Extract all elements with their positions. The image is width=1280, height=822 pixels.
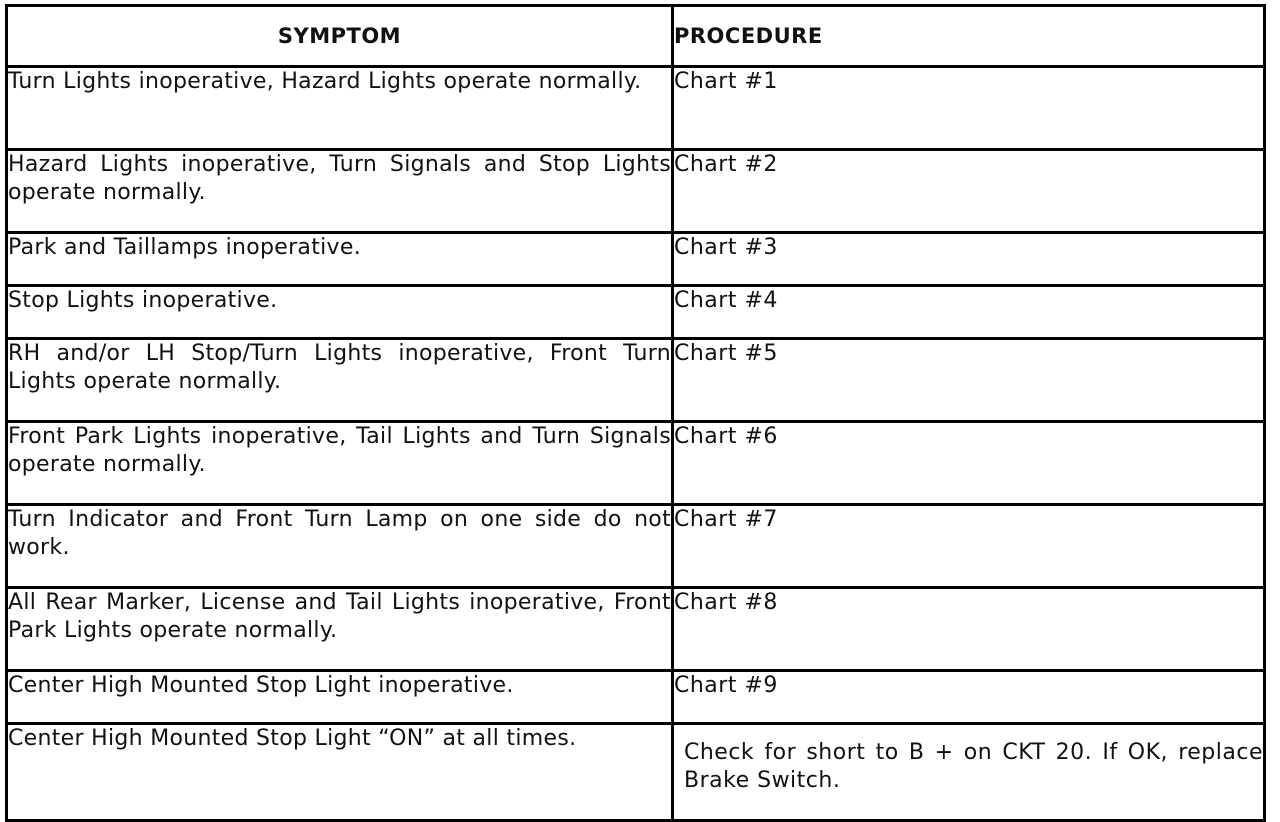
table-row xyxy=(7,671,1265,724)
procedure-cell: Chart #4 xyxy=(673,286,1265,339)
symptom-cell: Hazard Lights inoperative, Turn Signals and Stop Lights operate normally. xyxy=(7,150,673,233)
symptom-cell: Stop Lights inoperative. xyxy=(7,286,673,339)
table-row xyxy=(7,724,1265,821)
table-row xyxy=(7,150,1265,233)
header-row xyxy=(7,6,1265,67)
symptom-cell: Center High Mounted Stop Light “ON” at all times. xyxy=(7,724,673,821)
symptom-cell: RH and/or LH Stop/Turn Lights inoperative, Front Turn Lights operate normally. xyxy=(7,339,673,422)
table-row xyxy=(7,588,1265,671)
procedure-header: PROCEDURE xyxy=(673,6,1265,67)
symptom-cell: Turn Indicator and Front Turn Lamp on one side do not work. xyxy=(7,505,673,588)
table-row xyxy=(7,505,1265,588)
symptom-cell: All Rear Marker, License and Tail Lights inoperative, Front Park Lights operate normally. xyxy=(7,588,673,671)
table-row xyxy=(7,422,1265,505)
procedure-cell: Chart #3 xyxy=(673,233,1265,286)
procedure-cell: Chart #8 xyxy=(673,588,1265,671)
procedure-cell: Chart #9 xyxy=(673,671,1265,724)
diagnosis-document xyxy=(5,4,1263,793)
symptom-cell: Park and Taillamps inoperative. xyxy=(7,233,673,286)
symptom-cell: Center High Mounted Stop Light inoperative. xyxy=(7,671,673,724)
table-row xyxy=(7,286,1265,339)
procedure-cell: Chart #6 xyxy=(673,422,1265,505)
table-row xyxy=(7,233,1265,286)
table-row xyxy=(7,67,1265,150)
procedure-cell: Check for short to B + on CKT 20. If OK, replace Brake Switch. xyxy=(673,724,1265,821)
symptom-cell: Turn Lights inoperative, Hazard Lights operate normally. xyxy=(7,67,673,150)
symptom-header: SYMPTOM xyxy=(7,6,673,67)
procedure-cell: Chart #1 xyxy=(673,67,1265,150)
procedure-cell: Chart #5 xyxy=(673,339,1265,422)
symptom-cell: Front Park Lights inoperative, Tail Lights and Turn Signals operate normally. xyxy=(7,422,673,505)
procedure-cell: Chart #2 xyxy=(673,150,1265,233)
symptom-procedure-table xyxy=(5,4,1266,822)
procedure-cell: Chart #7 xyxy=(673,505,1265,588)
table-row xyxy=(7,339,1265,422)
